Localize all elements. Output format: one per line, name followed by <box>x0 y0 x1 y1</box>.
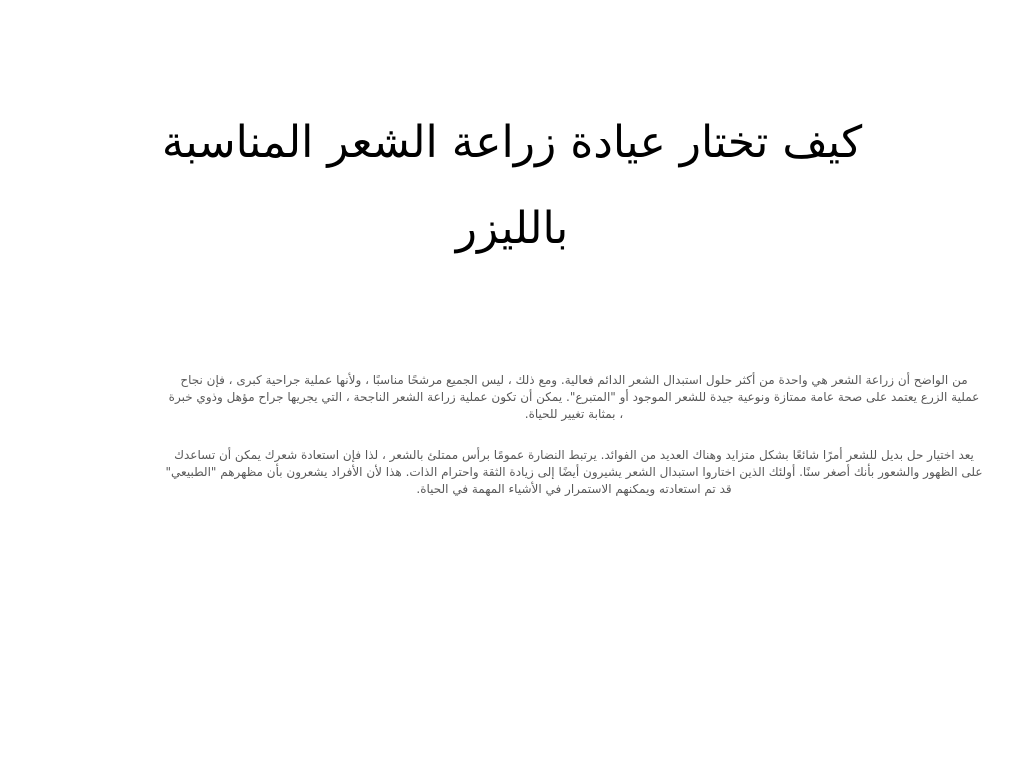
body-paragraph-1: من الواضح أن زراعة الشعر هي واحدة من أكثر حلول استبدال الشعر الدائم فعالية. ومع ذلك ، ليس الجميع مرشحًا مناسبًا ، ولأنها عملية جراحية كبرى ، فإن نجاح عملية الزرع يعتمد على صحة عامة ممتازة ونوعية جيدة للشعر الموجود أو "المتبرع". يمكن أن تكون عملية زراعة الشعر الناجحة ، التي يجريها جراح مؤهل وذوي خبرة ، بمثابة تغيير للحياة. <box>168 373 980 421</box>
slide-title: كيف تختار عيادة زراعة الشعر المناسبة بالليزر <box>161 117 863 254</box>
slide-body <box>165 372 983 522</box>
body-paragraph-2: يعد اختيار حل بديل للشعر أمرًا شائعًا بشكل متزايد وهناك العديد من الفوائد. يرتبط النضارة عمومًا برأس ممتلئ بالشعر ، لذا فإن استعادة شعرك يمكن أن تساعدك على الظهور والشعور بأنك أصغر سنًا. أولئك الذين اختاروا استبدال الشعر يشيرون أيضًا إلى زيادة الثقة واحترام الذات. هذا لأن الأفراد يشعرون بأن مظهرهم "الطبيعي" قد تم استعادته ويمكنهم الاستمرار في الأشياء المهمة في الحياة. <box>165 448 983 496</box>
